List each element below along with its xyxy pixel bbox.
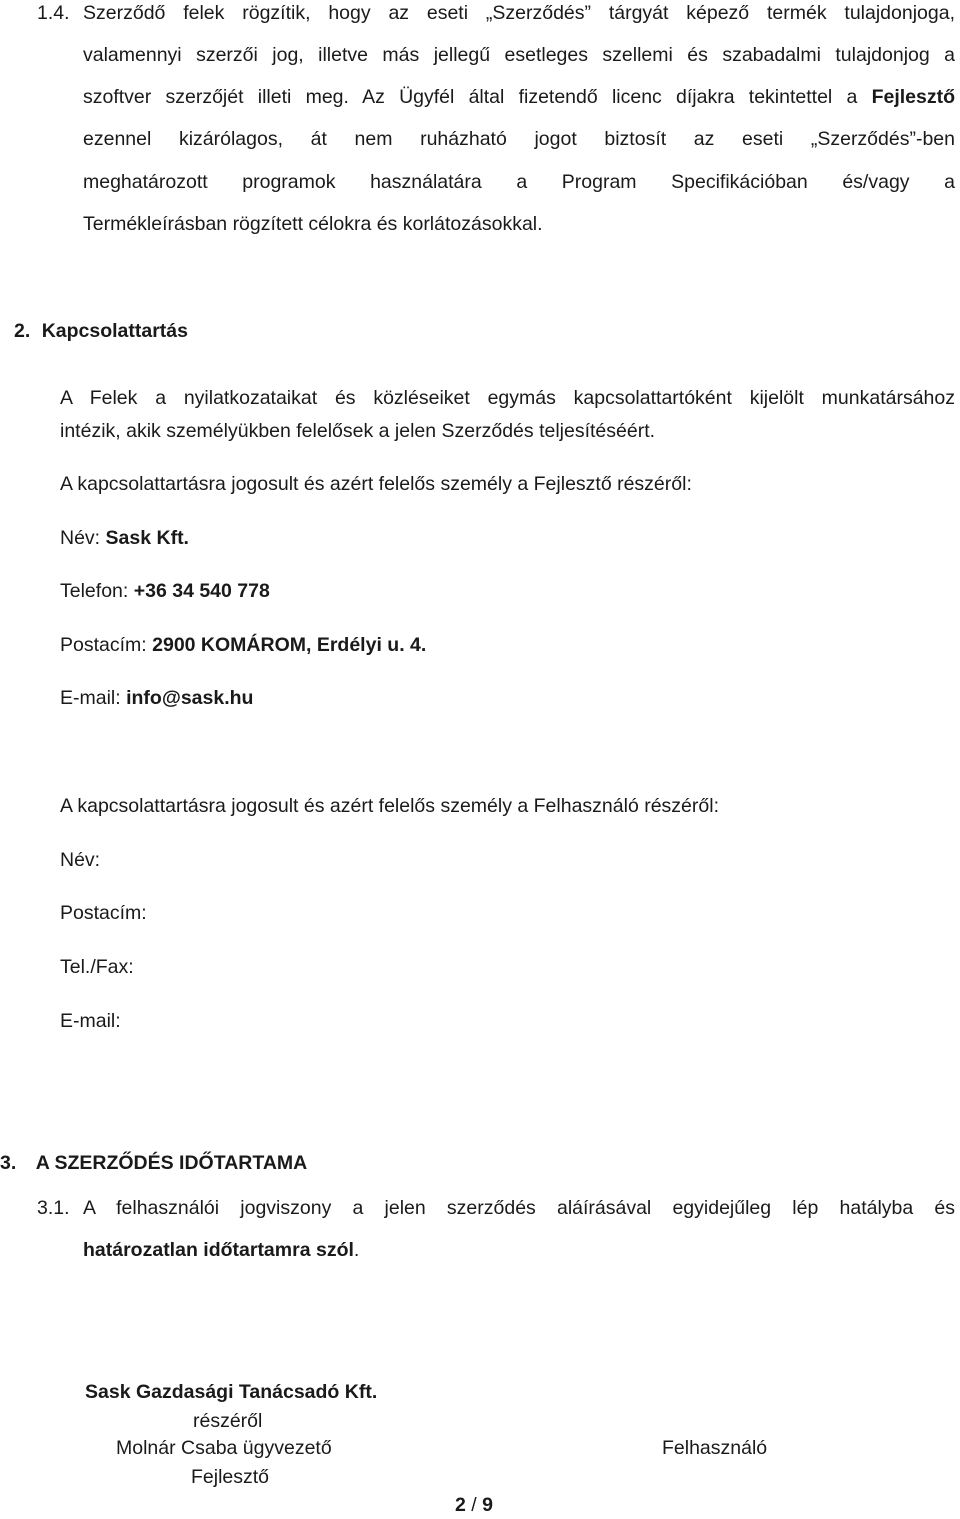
section-1-4-line: Szerződő felek rögzítik, hogy az eseti „Szerződés” tárgyát képező termék tulajdonjoga, xyxy=(83,2,955,24)
developer-address-value: 2900 KOMÁROM, Erdélyi u. 4. xyxy=(152,634,427,656)
section-1-4-line: meghatározott programok használatára a Program Specifikációban és/vagy a xyxy=(83,171,955,193)
section-2-number: 2. xyxy=(14,320,31,342)
developer-phone-label: Telefon: xyxy=(60,580,129,602)
section-1-4-line: ezennel kizárólagos, át nem ruházható jogot biztosít az eseti „Szerződés”-ben xyxy=(83,128,955,150)
developer-phone-value: +36 34 540 778 xyxy=(133,580,270,602)
developer-phone xyxy=(60,580,270,603)
section-1-4-line: Termékleírásban rögzített célokra és korlátozásokkal. xyxy=(83,213,543,235)
user-address-label: Postacím: xyxy=(60,902,147,924)
user-contact-intro: A kapcsolattartásra jogosult és azért felelős személy a Felhasználó részéről: xyxy=(60,795,719,817)
page-number xyxy=(455,1494,493,1517)
developer-email xyxy=(60,687,253,710)
section-1-4-line: valamennyi szerzői jog, illetve más jellegű esetleges szellemi és szabadalmi tulajdonjog a xyxy=(83,44,955,66)
page-current: 2 xyxy=(455,1494,466,1516)
developer-contact-intro: A kapcsolattartásra jogosult és azért felelős személy a Fejlesztő részéről: xyxy=(60,473,692,495)
developer-name-value: Sask Kft. xyxy=(105,527,189,549)
signature-behalf: részéről xyxy=(193,1410,263,1432)
section-2-paragraph-line: A Felek a nyilatkozataikat és közléseiket egymás kapcsolattartóként kijelölt munkatársához xyxy=(60,387,955,409)
signature-signer: Molnár Csaba ügyvezető xyxy=(116,1437,332,1459)
section-2-paragraph-line: intézik, akik személyükben felelősek a jelen Szerződés teljesítéséért. xyxy=(60,420,656,442)
section-1-4-text: szoftver szerzőjét illeti meg. Az Ügyfél által fizetendő licenc díjakra tekintettel a xyxy=(83,86,858,108)
section-2-title: Kapcsolattartás xyxy=(41,320,188,342)
section-3-heading xyxy=(0,1152,307,1175)
developer-address-label: Postacím: xyxy=(60,634,147,656)
section-1-4-number: 1.4. xyxy=(37,2,70,24)
signature-company: Sask Gazdasági Tanácsadó Kft. xyxy=(85,1381,378,1403)
section-3-number: 3. xyxy=(0,1152,17,1174)
page-separator: / xyxy=(471,1494,477,1516)
section-2-heading xyxy=(14,320,188,343)
developer-name xyxy=(60,527,189,550)
section-3-title: A SZERZŐDÉS IDŐTARTAMA xyxy=(35,1152,308,1174)
signature-role-left: Fejlesztő xyxy=(191,1466,270,1488)
page-total: 9 xyxy=(482,1494,493,1516)
user-name-label: Név: xyxy=(60,849,101,871)
section-3-1-period: . xyxy=(353,1239,360,1261)
section-3-1-line: A felhasználói jogviszony a jelen szerződés aláírásával egyidejűleg lép hatályba és xyxy=(83,1197,955,1219)
developer-term: Fejlesztő xyxy=(871,86,955,108)
section-3-1-number: 3.1. xyxy=(37,1197,70,1219)
developer-address xyxy=(60,634,426,657)
signature-role-right: Felhasználó xyxy=(662,1437,768,1459)
indefinite-term: határozatlan időtartamra szól xyxy=(83,1239,354,1261)
user-phone-label: Tel./Fax: xyxy=(60,956,134,978)
developer-name-label: Név: xyxy=(60,527,101,549)
developer-email-value: info@sask.hu xyxy=(126,687,254,709)
developer-email-label: E-mail: xyxy=(60,687,121,709)
user-email-label: E-mail: xyxy=(60,1010,121,1032)
section-3-1-line xyxy=(83,1239,359,1262)
section-1-4-line xyxy=(83,86,955,109)
